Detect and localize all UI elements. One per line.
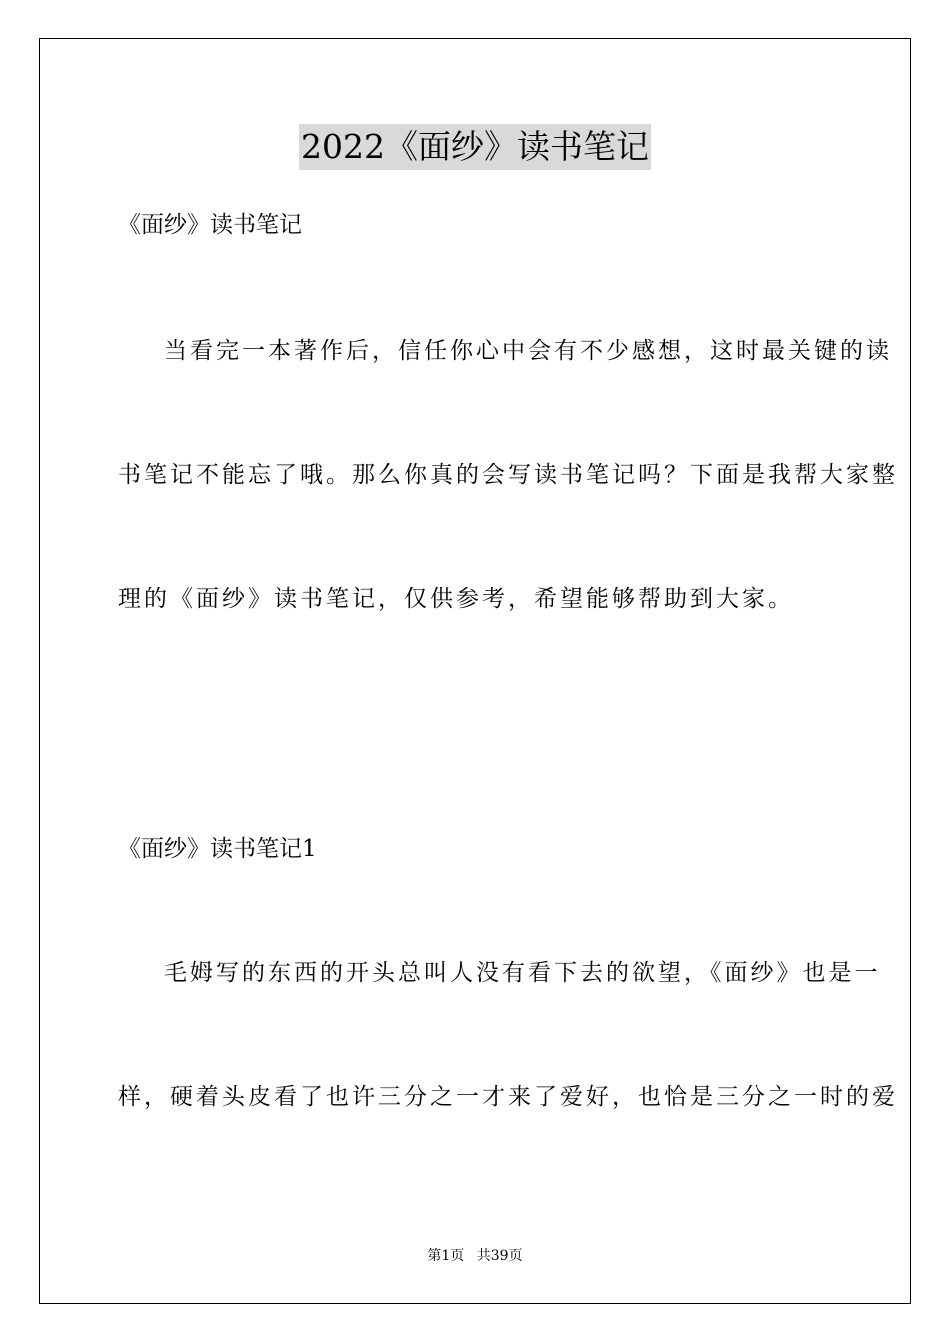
section-heading: 《面纱》读书笔记1 [118,836,317,862]
document-title: 2022《面纱》读书笔记 [299,124,651,170]
section-line-1: 毛姆写的东西的开头总叫人没有看下去的欲望，《面纱》也是一 [164,960,881,986]
intro-line-2: 书笔记不能忘了哦。那么你真的会写读书笔记吗？下面是我帮大家整 [118,462,898,488]
page-number: 第1页 [427,1248,465,1264]
intro-line-3: 理的《面纱》读书笔记，仅供参考，希望能够帮助到大家。 [118,586,794,612]
page-total: 共39页 [476,1248,523,1264]
intro-line-1: 当看完一本著作后，信任你心中会有不少感想，这时最关键的读 [164,338,892,364]
document-subtitle: 《面纱》读书笔记 [118,212,302,238]
section-line-2: 样，硬着头皮看了也许三分之一才来了爱好，也恰是三分之一时的爱 [118,1084,898,1110]
page-footer [0,1246,950,1266]
title-container [0,124,950,170]
